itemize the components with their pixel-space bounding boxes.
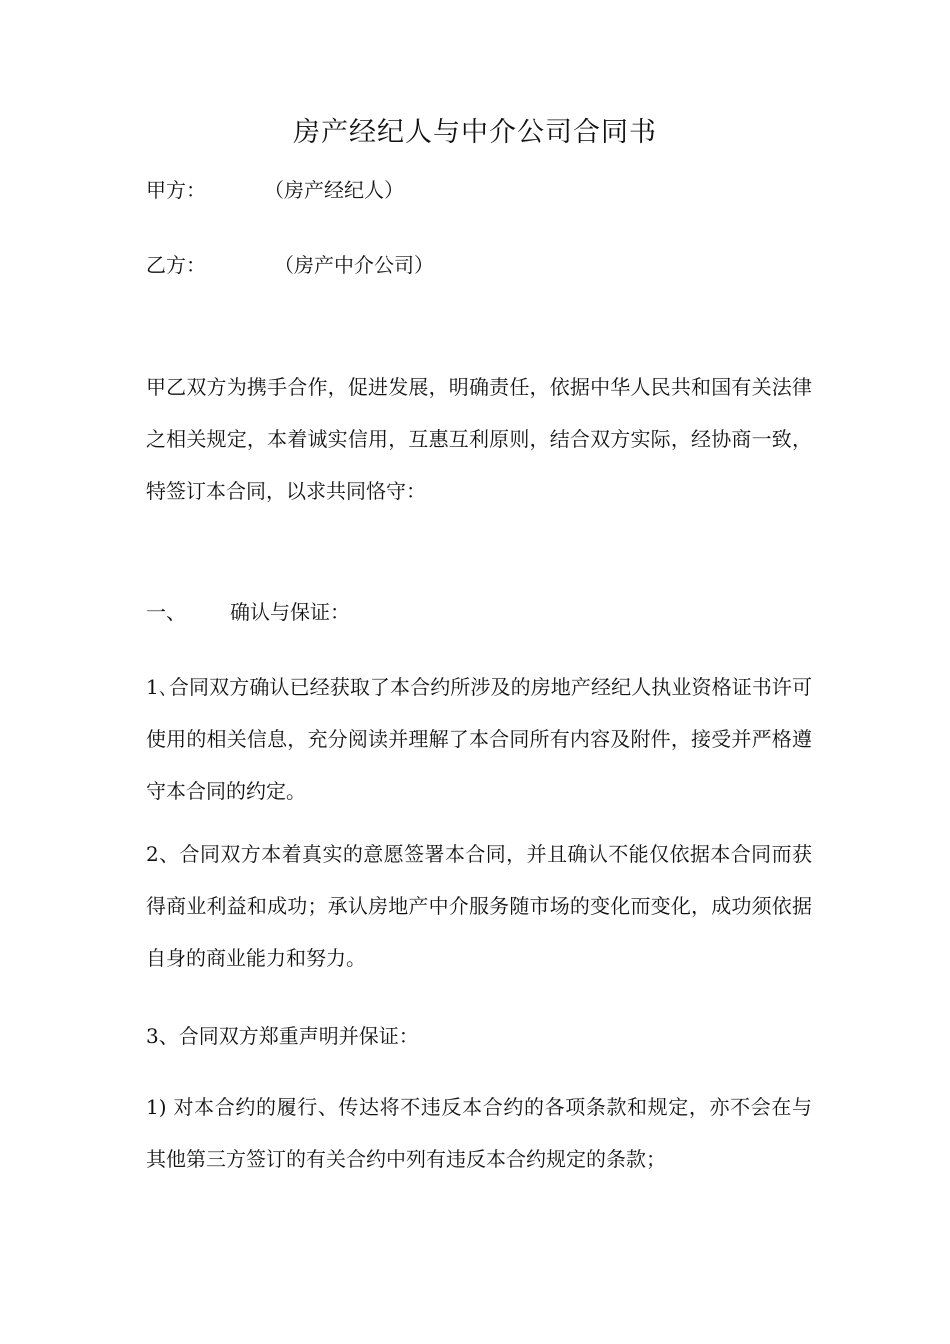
clause-3-item-1-paragraph: 1) 对本合约的履行、传达将不违反本合约的各项条款和规定，亦不会在与其他第三方签订的有关合约中列有违反本合约规定的条款； (146, 1095, 812, 1171)
clause-3-paragraph: 3、合同双方郑重声明并保证： (146, 1024, 419, 1048)
party-b-role: （房产中介公司） (274, 253, 434, 277)
section-1-number: 一、 (146, 600, 186, 624)
party-a-line (146, 174, 404, 203)
party-a-label: 甲方： (146, 178, 206, 202)
document-title: 房产经纪人与中介公司合同书 (293, 117, 657, 148)
preamble-paragraph: 甲乙双方为携手合作，促进发展，明确责任，依据中华人民共和国有关法律之相关规定，本着诚实信用，互惠互利原则，结合双方实际，经协商一致，特签订本合同，以求共同恪守： (146, 375, 812, 503)
section-1-title: 确认与保证： (230, 600, 350, 624)
party-b-label: 乙方： (146, 253, 206, 277)
party-a-role: （房产经纪人） (264, 178, 404, 202)
clause-2-paragraph: 2、合同双方本着真实的意愿签署本合同，并且确认不能仅依据本合同而获得商业利益和成功；承认房地产中介服务随市场的变化而变化，成功须依据自身的商业能力和努力。 (146, 842, 812, 970)
section-1-heading (146, 596, 350, 625)
clause-1-paragraph: 1､合同双方确认已经获取了本合约所涉及的房地产经纪人执业资格证书许可使用的相关信息，充分阅读并理解了本合同所有内容及附件，接受并严格遵守本合同的约定。 (146, 675, 812, 803)
party-b-line (146, 249, 434, 278)
